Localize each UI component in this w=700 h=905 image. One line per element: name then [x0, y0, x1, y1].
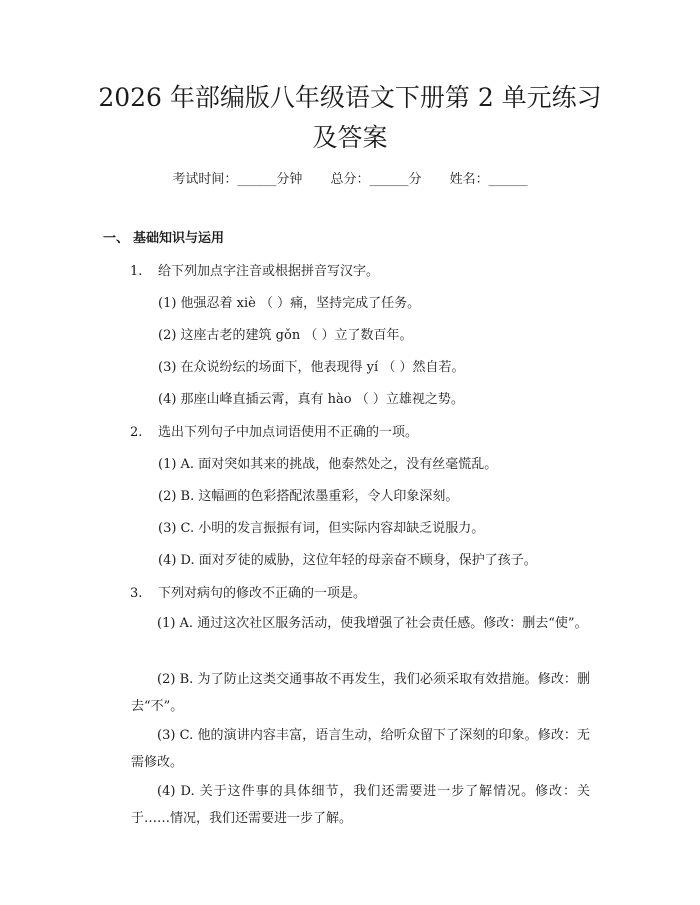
- question-2-option-1: (1) A. 面对突如其来的挑战，他泰然处之，没有丝毫慌乱。: [158, 457, 498, 472]
- title-line-2: 及答案: [312, 123, 388, 152]
- question-2-option-3: (3) C. 小明的发言振振有词，但实际内容却缺乏说服力。: [158, 521, 485, 536]
- question-2-option-2: (2) B. 这幅画的色彩搭配浓墨重彩，令人印象深刻。: [158, 489, 459, 504]
- exam-name: 姓名：______: [449, 172, 528, 187]
- question-3: [130, 584, 366, 604]
- question-3-option-1: (1) A. 通过这次社区服务活动，使我增强了社会责任感。修改：删去“使”。: [157, 616, 588, 631]
- question-1-option-2: (2) 这座古老的建筑 gǒn （ ）立了数百年。: [158, 328, 413, 343]
- question-1-option-1: (1) 他强忍着 xiè （ ）痛，坚持完成了任务。: [158, 296, 421, 311]
- question-2: [130, 423, 418, 443]
- question-number: 3.: [130, 586, 143, 601]
- section-number: 一、: [103, 231, 130, 246]
- question-3-option-2: (2) B. 为了防止这类交通事故不再发生，我们必须采取有效措施。修改：删去“不”。: [131, 672, 590, 714]
- exam-score: 总分：______分: [330, 172, 422, 187]
- question-number: 1.: [130, 264, 143, 279]
- title-line-1: 2026 年部编版八年级语文下册第 2 单元练习: [98, 83, 602, 112]
- question-1-option-3: (3) 在众说纷纭的场面下，他表现得 yí （ ）然自若。: [158, 360, 465, 375]
- question-3-option-4: (4) D. 关于这件事的具体细节，我们还需要进一步了解情况。修改：关于……情况，我们还需要进一步了解。: [131, 784, 590, 826]
- question-text: 下列对病句的修改不正确的一项是。: [158, 586, 367, 601]
- exam-info: [0, 170, 700, 190]
- document-title: [70, 78, 630, 158]
- exam-time: 考试时间：______分钟: [172, 172, 303, 187]
- question-3-option-3: (3) C. 他的演讲内容丰富，语言生动，给听众留下了深刻的印象。修改：无需修改。: [131, 728, 590, 770]
- question-1-option-4: (4) 那座山峰直插云霄，真有 hào （ ）立雄视之势。: [158, 392, 464, 407]
- question-text: 给下列加点字注音或根据拼音写汉字。: [158, 264, 380, 279]
- question-text: 选出下列句子中加点词语使用不正确的一项。: [158, 425, 419, 440]
- question-2-option-4: (4) D. 面对歹徒的威胁，这位年轻的母亲奋不顾身，保护了孩子。: [158, 553, 537, 568]
- question-1: [130, 262, 379, 282]
- question-number: 2.: [130, 425, 143, 440]
- section-heading: [103, 229, 224, 249]
- section-title: 基础知识与运用: [133, 231, 225, 246]
